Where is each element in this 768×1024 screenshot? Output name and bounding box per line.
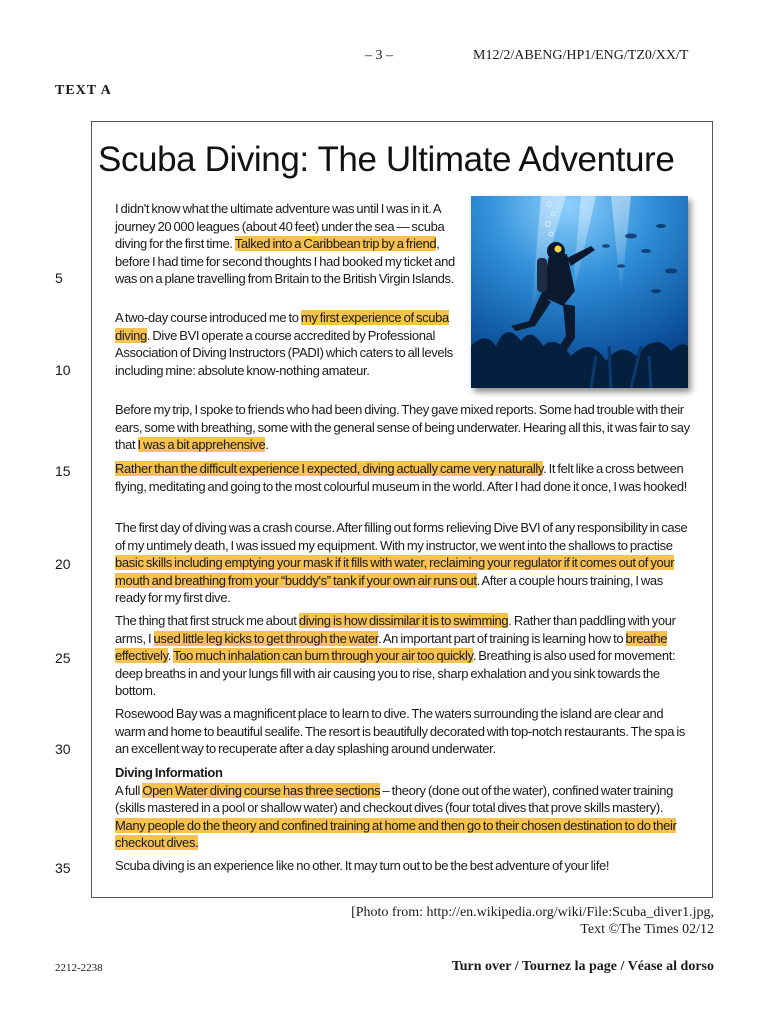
scuba-diver-illustration	[471, 196, 688, 388]
text-segment: .	[265, 437, 269, 453]
highlighted-text: my first experience of scuba diving	[115, 310, 449, 343]
line-number: 30	[55, 741, 71, 757]
text-segment: I didn't know what the ultimate adventure was until I was in it. A journey 20 000 leagues (about 40 feet) under the sea — scuba diving for the first time.	[115, 201, 445, 252]
footer-code: 2212-2238	[55, 962, 103, 974]
highlighted-text: I was a bit apprehensive	[137, 437, 266, 453]
text-segment: , before I had time for second thoughts I had booked my ticket and was on a plane travelling from Britain to the British Virgin Islands.	[115, 236, 455, 287]
exam-code: M12/2/ABENG/HP1/ENG/TZ0/XX/T	[473, 48, 689, 63]
article-paragraph	[115, 857, 693, 875]
article-paragraph	[115, 309, 460, 379]
text-segment: . Rather than paddling with your arms, I	[115, 613, 676, 646]
highlighted-text: Talked into a Caribbean trip by a friend	[234, 236, 437, 252]
article-paragraph	[115, 764, 693, 852]
line-number: 15	[55, 463, 71, 479]
article-paragraph	[115, 612, 693, 700]
text-segment: . It felt like a cross between flying, meditating and going to the most colourful museum in the world. After I had done it once, I was hooked!	[115, 461, 688, 494]
highlighted-text: Rather than the difficult experience I expected, diving actually came very naturally	[115, 461, 544, 476]
article-paragraph	[115, 401, 693, 454]
text-segment: . An important part of training is learning how to	[378, 630, 626, 646]
article-paragraph	[115, 519, 693, 607]
page-number: – 3 –	[365, 48, 393, 63]
line-number: 25	[55, 650, 71, 666]
credit-line-2: Text ©The Times 02/12	[580, 922, 714, 937]
text-segment: Scuba diving is an experience like no other. It may turn out to be the best adventure of your life!	[115, 858, 610, 873]
credit-line-1: [Photo from: http://en.wikipedia.org/wiki/File:Scuba_diver1.jpg,	[351, 905, 714, 920]
highlighted-text: breathe effectively	[115, 630, 668, 664]
line-number: 20	[55, 556, 71, 572]
article-paragraph	[115, 460, 693, 495]
text-segment: Before my trip, I spoke to friends who had been diving. They gave mixed reports. Some had trouble with their ears, some with breathing, some with the general sense of being underwater. Hearing all this, it was fair to say that	[115, 402, 690, 453]
highlighted-text: Too much inhalation can burn through your air too quickly	[173, 648, 473, 664]
text-segment: .	[167, 648, 174, 664]
turn-over-note: Turn over / Tournez la page / Véase al dorso	[451, 959, 714, 974]
text-segment: . After a couple hours training, I was ready for my first dive.	[115, 572, 663, 606]
line-number: 35	[55, 860, 71, 876]
line-number: 5	[55, 270, 63, 286]
text-segment: . Breathing is also used for movement: deep breaths in and your lungs fill with air causing you to rise, sharp exhalation and you sink towards the bottom.	[115, 648, 676, 699]
article-paragraph	[115, 705, 693, 758]
text-segment: The first day of diving was a crash course. After filling out forms relieving Dive BVI of any responsibility in case of my untimely death, I was issued my equipment. With my instructor, we went into the shallows to practise	[115, 520, 688, 553]
highlighted-text: Many people do the theory and confined training at home and then go to their chosen destination to do their checkout dives.	[115, 817, 677, 851]
text-segment: . Dive BVI operate a course accredited by Professional Association of Diving Instructors (PADI) which caters to all levels including mine: absolute know-nothing amateur.	[115, 327, 453, 378]
highlighted-text: basic skills including emptying your mask if it fills with water, reclaiming your regulator if it comes out of your mouth and breathing from your “buddy's” tank if your own air runs out	[115, 555, 675, 588]
scuba-diver-photo	[471, 196, 688, 388]
line-number: 10	[55, 362, 71, 378]
highlighted-text: used little leg kicks to get through the water	[153, 630, 379, 646]
text-segment: – theory (done out of the water), confined water training (skills mastered in a pool or shallow water) and checkout dives (four total dives that prove skills mastery).	[115, 782, 673, 816]
text-segment: Rosewood Bay was a magnificent place to learn to dive. The waters surrounding the island are clear and warm and home to beautiful sealife. The resort is beautifully decorated with top-notch restaurants. The spa is an excellent way to recuperate after a day splashing around underwater.	[115, 706, 686, 757]
article-title: Scuba Diving: The Ultimate Adventure	[98, 140, 675, 179]
photo-credit	[351, 904, 714, 938]
article-paragraph	[115, 200, 460, 288]
highlighted-text: Open Water diving course has three sections	[142, 782, 381, 798]
text-label: TEXT A	[55, 83, 112, 98]
text-segment: A two-day course introduced me to	[115, 310, 301, 325]
text-segment: A full	[115, 782, 143, 798]
section-subheading: Diving Information	[115, 765, 223, 780]
text-segment: The thing that first struck me about	[115, 613, 299, 628]
highlighted-text: diving is how dissimilar it is to swimming	[298, 613, 509, 628]
